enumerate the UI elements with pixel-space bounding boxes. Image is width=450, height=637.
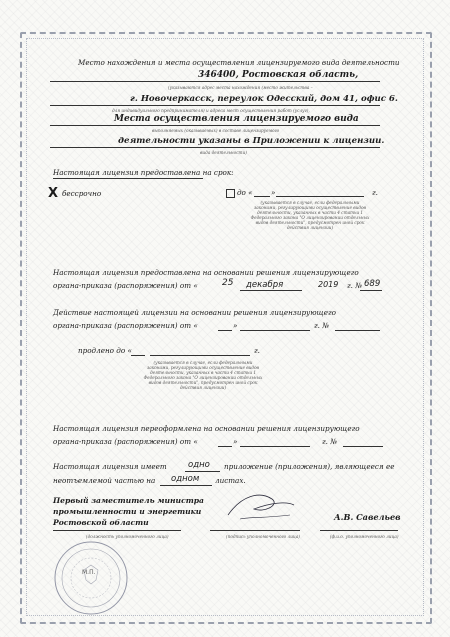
position-line-1: Первый заместитель министра [53,496,204,505]
reissued-line-2-prefix: органа-приказа (распоряжения) от « [53,437,198,446]
appendix-line-1-suffix: приложение (приложения), являющееся ее [224,462,395,471]
basis-day: 25 [222,278,234,288]
prolonged-year: г. [254,346,260,355]
until-checkbox[interactable] [226,189,235,198]
activity-line-1: Места осуществления лицензируемого вида [114,114,359,124]
note-activity: выполняемых (оказываемых) в составе лицензируемого [152,128,280,133]
caption-signature: (подпись уполномоченного лица) [226,534,300,539]
appendix-line-1-prefix: Настоящая лицензия имеет [53,462,167,471]
extended-line-2-prefix: органа-приказа (распоряжения) от « [53,321,198,330]
handwritten-signature [220,485,300,530]
unlimited-checkbox[interactable]: X [48,186,59,201]
until-year-suffix: г. [372,188,378,197]
prolonged-prefix: продлено до « [78,346,132,355]
caption-position: (должность уполномоченного лица) [86,534,169,539]
position-line-2: промышленности и энергетики [53,507,202,516]
address-line-1: 346400, Ростовская область, [198,70,359,80]
basis-line-2-prefix: органа-приказа (распоряжения) от « [53,281,198,290]
basis-line-1: Настоящая лицензия предоставлена на основании решения лицензирующего [53,268,359,277]
basis-year-suffix: г. № [347,281,363,290]
extended-year-suffix: г. № [314,321,330,330]
address-line-2: г. Новочеркасск, переулок Одесский, дом 41, офис 6. [130,94,398,104]
extended-line-1: Действие настоящей лицензии на основании решения лицензирующего [53,308,336,317]
unlimited-label: бессрочно [62,189,102,198]
appendix-count: одно [188,460,210,470]
extended-quote-close: » [233,321,238,330]
reissued-quote-close: » [233,437,238,446]
signatory-name: А.В. Савельев [334,512,401,522]
appendix-line-2-suffix: листах. [215,476,246,485]
activity-line-2: деятельности указаны в Приложении к лицензии. [118,136,385,146]
basis-year: 2019 [318,280,339,289]
note-places: для индивидуального предпринимателя) и адреса мест осуществления работ (услуг), [112,108,310,113]
extended-footnote: (указывается в случае, если федеральными законами, регулирующими осуществление видов деятельности, указанных в части 4 статьи 1 Федерального закона "О лицензировании отдельных видов деятельности", предусмотрен иной срок действия лицензии) [143,360,263,390]
until-quote: » [271,188,276,197]
note-address: (указываются адрес места нахождения (место жительства – [168,85,313,90]
appendix-sheets: одном [171,474,200,484]
appendix-line-2-prefix: неотъемлемой частью на [53,476,156,485]
reissued-year-suffix: г. № [322,437,338,446]
term-label: Настоящая лицензия предоставлена на срок: [53,168,234,177]
basis-number: 689 [364,279,381,289]
position-line-3: Ростовской области [53,518,149,527]
term-footnote: (указывается в случае, если федеральными законами, регулирующими осуществление видов деятельности, указанных в части 4 статьи 1 Федерального закона "О лицензировании отдельных видов деятельности", предусмотрен иной срок действия лицензии) [250,200,370,230]
reissued-line-1: Настоящая лицензия переоформлена на основании решения лицензирующего [53,424,360,433]
stamp-label: М.П. [82,569,96,576]
note-activity-kind: вида деятельности) [200,150,247,155]
caption-name: (ф.и.о. уполномоченного лица) [330,534,399,539]
basis-month: декабря [246,280,284,290]
official-seal [44,536,138,616]
until-prefix: до « [237,188,253,197]
location-label: Место нахождения и места осуществления лицензируемого вида деятельности [78,58,400,67]
